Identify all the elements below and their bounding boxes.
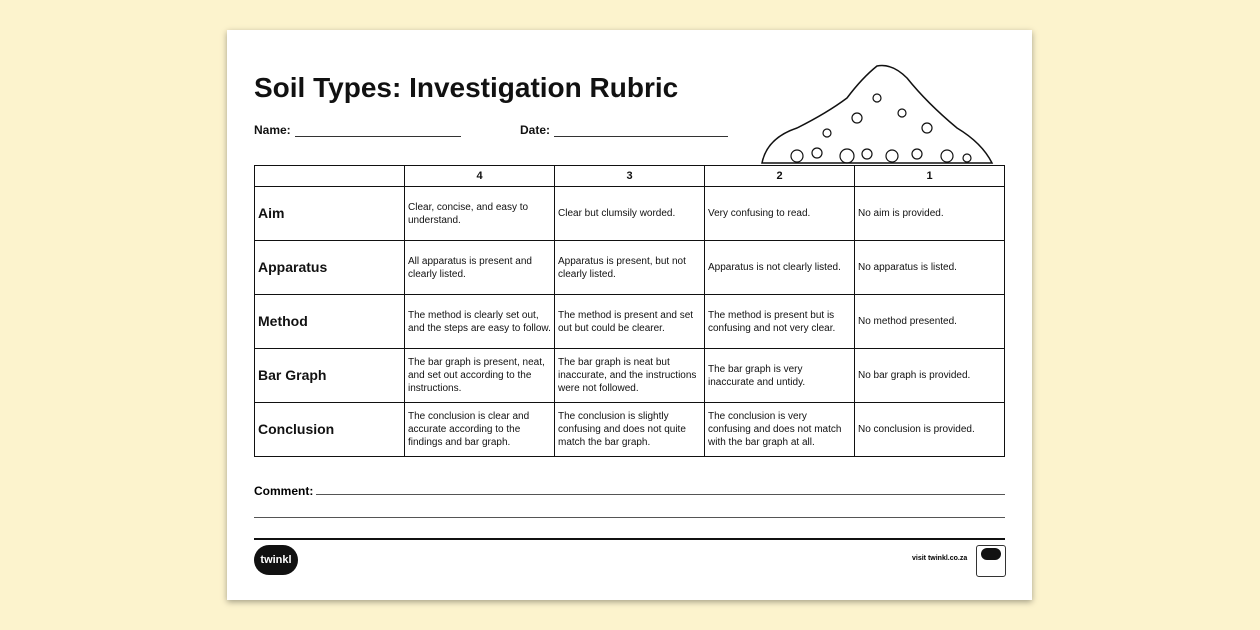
twinkl-logo: twinkl bbox=[254, 545, 298, 575]
table-cell: The method is present but is confusing and not very clear. bbox=[705, 295, 855, 349]
table-cell: The bar graph is very inaccurate and untidy. bbox=[705, 349, 855, 403]
table-cell: Very confusing to read. bbox=[705, 187, 855, 241]
table-cell: The conclusion is slightly confusing and does not quite match the bar graph. bbox=[555, 403, 705, 457]
table-cell: No method presented. bbox=[855, 295, 1005, 349]
table-row bbox=[255, 187, 1005, 241]
table-row bbox=[255, 295, 1005, 349]
header-score-1: 1 bbox=[855, 166, 1005, 187]
table-row bbox=[255, 349, 1005, 403]
table-cell: The bar graph is neat but inaccurate, and the instructions were not followed. bbox=[555, 349, 705, 403]
table-cell: The conclusion is very confusing and does not match with the bar graph at all. bbox=[705, 403, 855, 457]
table-cell: Apparatus is not clearly listed. bbox=[705, 241, 855, 295]
row-label: Conclusion bbox=[255, 403, 405, 457]
table-cell: The bar graph is present, neat, and set out according to the instructions. bbox=[405, 349, 555, 403]
page-title: Soil Types: Investigation Rubric bbox=[254, 72, 679, 103]
table-cell: No conclusion is provided. bbox=[855, 403, 1005, 457]
approved-badge-icon bbox=[976, 545, 1006, 577]
table-cell: The method is clearly set out, and the steps are easy to follow. bbox=[405, 295, 555, 349]
table-cell: The method is present and set out but could be clearer. bbox=[555, 295, 705, 349]
header-row bbox=[255, 166, 1005, 187]
worksheet-page bbox=[227, 30, 1032, 600]
name-line bbox=[295, 124, 461, 137]
table-cell: All apparatus is present and clearly listed. bbox=[405, 241, 555, 295]
table-cell: Clear, concise, and easy to understand. bbox=[405, 187, 555, 241]
header-score-3: 3 bbox=[555, 166, 705, 187]
header-score-2: 2 bbox=[705, 166, 855, 187]
row-label: Method bbox=[255, 295, 405, 349]
comment-line-1[interactable] bbox=[316, 494, 1005, 495]
row-label: Aim bbox=[255, 187, 405, 241]
name-label: Name: bbox=[254, 123, 291, 137]
header-score-4: 4 bbox=[405, 166, 555, 187]
table-cell: No bar graph is provided. bbox=[855, 349, 1005, 403]
header-blank bbox=[255, 166, 405, 187]
date-field[interactable] bbox=[520, 123, 728, 137]
rubric-table bbox=[254, 165, 1005, 457]
table-row bbox=[255, 241, 1005, 295]
table-cell: No aim is provided. bbox=[855, 187, 1005, 241]
table-cell: Clear but clumsily worded. bbox=[555, 187, 705, 241]
table-cell: The conclusion is clear and accurate according to the findings and bar graph. bbox=[405, 403, 555, 457]
visit-link[interactable]: visit twinkl.co.za bbox=[912, 555, 968, 562]
table-cell: Apparatus is present, but not clearly listed. bbox=[555, 241, 705, 295]
date-line bbox=[554, 124, 728, 137]
row-label: Apparatus bbox=[255, 241, 405, 295]
footer-divider bbox=[254, 538, 1005, 540]
comment-line-2[interactable] bbox=[254, 517, 1005, 518]
soil-pile-illustration bbox=[757, 58, 997, 168]
table-cell: No apparatus is listed. bbox=[855, 241, 1005, 295]
row-label: Bar Graph bbox=[255, 349, 405, 403]
table-row bbox=[255, 403, 1005, 457]
comment-label: Comment: bbox=[254, 484, 314, 498]
date-label: Date: bbox=[520, 123, 551, 137]
name-field[interactable] bbox=[254, 123, 461, 137]
